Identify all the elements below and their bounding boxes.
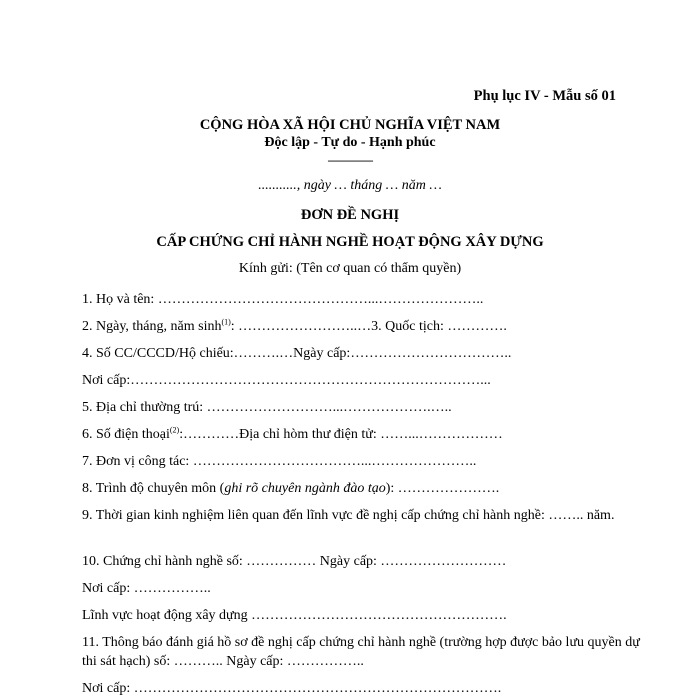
- field-qualification-label: 8. Trình độ chuyên môn (: [82, 481, 225, 496]
- field-birth-nationality: [82, 317, 642, 336]
- field-birth-label: 2. Ngày, tháng, năm sinh: [82, 319, 222, 334]
- field-qualification: [82, 479, 642, 498]
- field-qualification-rest: ): ………………….: [385, 481, 500, 496]
- field-construction-activity: Lĩnh vực hoạt động xây dựng ……………………………………………….: [82, 608, 507, 623]
- footnote-marker-1: (1): [221, 317, 231, 327]
- appendix-label: Phụ lục IV - Mẫu số 01: [473, 88, 616, 104]
- field-certificate-number: 10. Chứng chỉ hành nghề số: …………… Ngày cấp: ………………………: [82, 554, 507, 569]
- header-divider: ---------------: [327, 153, 373, 167]
- field-permanent-address: 5. Địa chỉ thường trú: ………………………...……………….…..: [82, 400, 452, 415]
- form-title: ĐƠN ĐỀ NGHỊ: [300, 207, 400, 223]
- field-experience: 9. Thời gian kinh nghiệm liên quan đến lĩnh vực đề nghị cấp chứng chỉ hành nghề: …….. năm.: [82, 508, 615, 523]
- field-workplace: 7. Đơn vị công tác: ………………………………...…………………..: [82, 454, 477, 469]
- national-title: CỘNG HÒA XÃ HỘI CHỦ NGHĨA VIỆT NAM: [199, 117, 501, 133]
- field-birth-rest: : ……………………..…3. Quốc tịch: ………….: [230, 319, 507, 334]
- field-id-document: 4. Số CC/CCCD/Hộ chiếu:……….…Ngày cấp:……………………………..: [82, 346, 512, 361]
- field-assessment-notice: 11. Thông báo đánh giá hồ sơ đề nghị cấp chứng chỉ hành nghề (trường hợp được bảo lưu quyền dự thi sát hạch) số: ……….. Ngày cấp: ……………..: [82, 635, 640, 669]
- footnote-marker-2: (2): [169, 425, 180, 435]
- recipient-line: Kính gửi: (Tên cơ quan có thẩm quyền): [238, 261, 462, 276]
- field-phone-rest: :…………Địa chỉ hòm thư điện tử: ……...………………: [179, 427, 503, 442]
- field-certificate-issue-place: Nơi cấp: ……………..: [82, 581, 211, 596]
- field-qualification-hint: ghi rõ chuyên ngành đào tạo: [224, 481, 386, 496]
- national-motto: Độc lập - Tự do - Hạnh phúc: [264, 135, 436, 150]
- date-line: ..........., ngày … tháng … năm …: [258, 178, 442, 193]
- field-full-name: 1. Họ và tên: ………………………………………...…………………..: [82, 292, 484, 307]
- field-notice-issue-place: Nơi cấp: …………………………………………………………………….: [82, 681, 502, 696]
- field-phone-label: 6. Số điện thoại: [82, 427, 170, 442]
- field-id-issue-place: Nơi cấp:…………………………………………………………………...: [82, 373, 491, 388]
- form-subtitle: CẤP CHỨNG CHỈ HÀNH NGHỀ HOẠT ĐỘNG XÂY DỰNG: [156, 234, 544, 250]
- field-phone-email: [82, 425, 642, 444]
